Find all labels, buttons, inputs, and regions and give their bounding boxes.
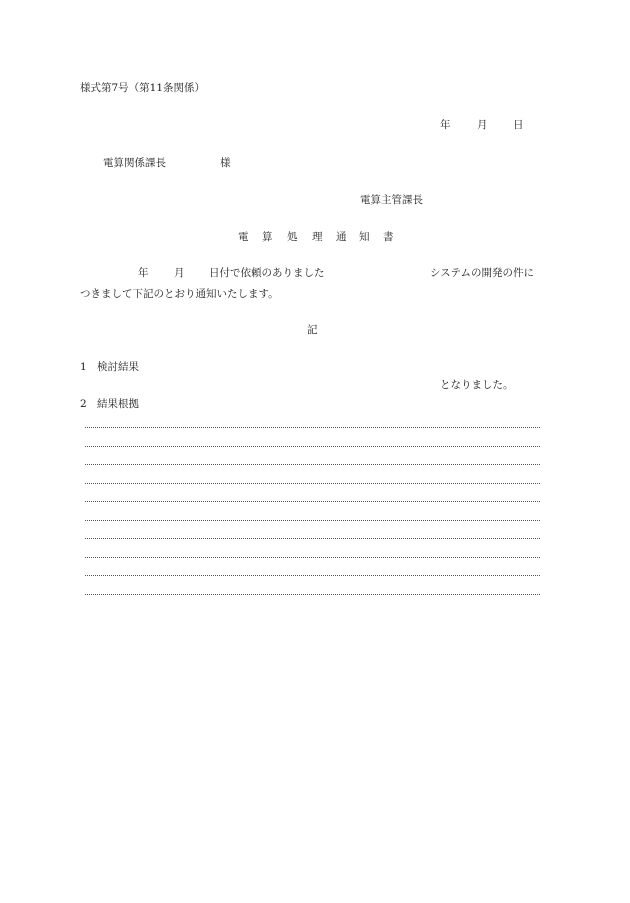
- section-1-label: 検討結果: [97, 361, 139, 373]
- dotted-writing-line: [85, 557, 540, 558]
- title-char: 知: [359, 231, 370, 243]
- addressee-name: 電算関係課長: [103, 157, 166, 169]
- dotted-writing-line: [85, 538, 540, 539]
- section-2-number: 2: [80, 398, 87, 410]
- section-1-result: となりました。: [440, 379, 514, 391]
- dotted-writing-line: [85, 464, 540, 465]
- addressee-honorific: 様: [220, 157, 231, 169]
- body-line2: つきまして下記のとおり通知いたします。: [80, 288, 279, 300]
- form-number: 様式第7号（第11条関係）: [80, 82, 206, 94]
- body-line1-end: システムの開発の件に: [430, 267, 534, 279]
- dotted-writing-line: [85, 446, 540, 447]
- title-char: 処: [287, 231, 298, 243]
- section-1-number: 1: [80, 361, 87, 373]
- title-char: 理: [312, 231, 323, 243]
- title-char: 電: [238, 231, 249, 243]
- body-month: 月: [174, 267, 185, 279]
- date-year: 年: [440, 119, 451, 131]
- date-day: 日: [513, 119, 524, 131]
- title-char: 算: [262, 231, 273, 243]
- body-year: 年: [138, 267, 149, 279]
- sender: 電算主管課長: [360, 194, 423, 206]
- section-2-label: 結果根拠: [97, 398, 139, 410]
- dotted-writing-line: [85, 501, 540, 502]
- title-char: 書: [383, 231, 394, 243]
- dotted-writing-line: [85, 483, 540, 484]
- date-month: 月: [477, 119, 488, 131]
- dotted-writing-line: [85, 575, 540, 576]
- dotted-writing-line: [85, 520, 540, 521]
- dotted-writing-line: [85, 427, 540, 428]
- title-char: 通: [336, 231, 347, 243]
- dotted-writing-line: [85, 594, 540, 595]
- ki-heading: 記: [307, 324, 318, 336]
- body-line1-mid: 日付で依頼のありました: [209, 267, 325, 279]
